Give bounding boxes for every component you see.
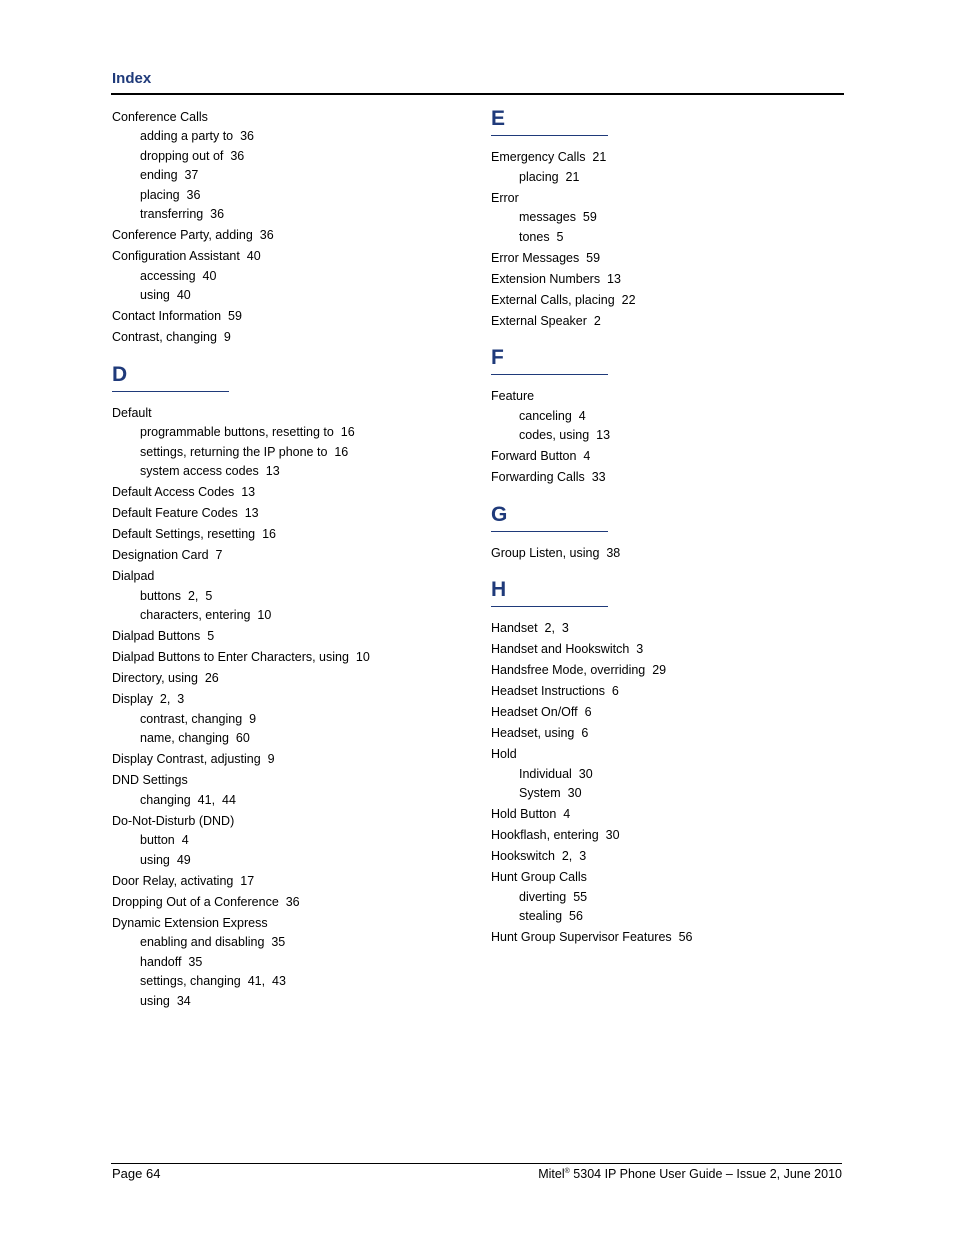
index-entry: Default Access Codes 13: [112, 485, 256, 499]
index-subentry: settings, changing 41, 43: [140, 974, 286, 988]
index-entry: Contact Information 59: [112, 309, 242, 323]
index-entry: Feature: [491, 389, 535, 403]
index-subentry: placing 36: [140, 187, 201, 202]
index-column-right: [491, 106, 851, 948]
index-entry: Error: [491, 190, 519, 205]
document-title-text: 5304 IP Phone User Guide – Issue 2, June 2010: [569, 1167, 842, 1181]
index-column-left: [112, 106, 472, 1011]
section-divider: [491, 606, 608, 607]
page-number: Page 64: [112, 1166, 161, 1181]
index-entry: Handsfree Mode, overriding 29: [491, 663, 667, 677]
section-divider: [491, 374, 608, 375]
index-subentry: placing 21: [519, 169, 580, 184]
index-entry: Error Messages 59: [491, 250, 601, 265]
index-subentry: System 30: [519, 786, 582, 800]
index-section: [491, 502, 851, 564]
section-divider: [491, 135, 608, 136]
index-subentry: name, changing 60: [140, 731, 250, 745]
index-entry: Display 2, 3: [112, 692, 185, 706]
index-subentry: system access codes 13: [140, 464, 280, 478]
index-entry: Hold: [491, 747, 517, 761]
index-subentry: messages 59: [519, 210, 597, 224]
section-divider: [491, 531, 608, 532]
section-letter: D: [112, 362, 128, 386]
index-entry: Conference Calls: [112, 109, 208, 124]
index-subentry: buttons 2, 5: [140, 588, 213, 603]
index-section: [112, 362, 472, 1012]
index-entry: Extension Numbers 13: [491, 271, 621, 286]
index-entry: Display Contrast, adjusting 9: [112, 752, 275, 766]
index-entry: Hookflash, entering 30: [491, 828, 620, 842]
index-subentry: programmable buttons, resetting to 16: [140, 425, 355, 439]
header-divider: [111, 93, 844, 95]
index-entry: Dialpad Buttons 5: [112, 629, 215, 643]
index-subentry: handoff 35: [140, 954, 203, 969]
index-subentry: settings, returning the IP phone to 16: [140, 444, 349, 459]
index-entry: External Speaker 2: [491, 313, 601, 328]
index-section: [491, 106, 851, 331]
section-divider: [112, 391, 229, 392]
index-entry: Configuration Assistant 40: [112, 249, 261, 263]
index-entry: Hunt Group Supervisor Features 56: [491, 930, 693, 944]
index-entry: Default Settings, resetting 16: [112, 527, 276, 541]
index-subentry: tones 5: [519, 229, 564, 244]
index-entry: Forwarding Calls 33: [491, 470, 606, 484]
index-entry: Designation Card 7: [112, 548, 223, 562]
section-letter: E: [491, 107, 506, 130]
index-entry: Hookswitch 2, 3: [491, 849, 587, 863]
index-subentry: codes, using 13: [519, 428, 611, 442]
index-subentry: canceling 4: [519, 408, 586, 423]
index-entry: Headset, using 6: [491, 726, 589, 740]
index-subentry: Individual 30: [519, 766, 593, 781]
index-section: [491, 577, 851, 948]
index-subentry: button 4: [140, 833, 189, 847]
index-entry: Default: [112, 405, 152, 420]
index-subentry: using 49: [140, 852, 191, 867]
index-entry: Dynamic Extension Express: [112, 915, 268, 930]
section-letter: H: [491, 578, 507, 601]
index-subentry: transferring 36: [140, 207, 225, 221]
index-entry: Default Feature Codes 13: [112, 506, 259, 520]
index-entry: Headset On/Off 6: [491, 705, 592, 719]
index-entry: Handset 2, 3: [491, 621, 569, 635]
index-subentry: using 34: [140, 993, 191, 1008]
index-entry: External Calls, placing 22: [491, 292, 636, 307]
index-entry: Contrast, changing 9: [112, 330, 231, 344]
index-entry: Directory, using 26: [112, 671, 219, 685]
index-heading: Index: [112, 70, 152, 87]
index-subentry: using 40: [140, 288, 191, 302]
section-letter: G: [491, 502, 508, 526]
index-subentry: changing 41, 44: [140, 792, 236, 807]
index-subentry: adding a party to 36: [140, 129, 254, 143]
index-subentry: ending 37: [140, 168, 199, 182]
index-subentry: contrast, changing 9: [140, 711, 257, 726]
index-entry: Hold Button 4: [491, 807, 571, 821]
index-entry: Headset Instructions 6: [491, 684, 619, 698]
index-subentry: dropping out of 36: [140, 148, 245, 163]
brand-name: Mitel: [538, 1167, 565, 1181]
index-subentry: characters, entering 10: [140, 608, 272, 622]
document-title: [538, 1167, 842, 1181]
index-entry: Dialpad Buttons to Enter Characters, using 10: [112, 650, 370, 664]
index-entry: Dropping Out of a Conference 36: [112, 894, 300, 909]
registered-mark: ®: [564, 1168, 570, 1175]
footer-divider: [111, 1163, 842, 1164]
index-entry: Dialpad: [112, 569, 155, 583]
index-entry: Door Relay, activating 17: [112, 873, 255, 888]
index-section: [112, 108, 472, 348]
index-entry: Handset and Hookswitch 3: [491, 642, 644, 656]
index-subentry: enabling and disabling 35: [140, 935, 286, 949]
index-entry: Forward Button 4: [491, 449, 591, 463]
index-section: [491, 345, 851, 488]
index-entry: Group Listen, using 38: [491, 545, 621, 560]
index-subentry: stealing 56: [519, 909, 583, 923]
index-entry: DND Settings: [112, 773, 188, 787]
index-subentry: accessing 40: [140, 268, 217, 283]
index-entry: Do-Not-Disturb (DND): [112, 813, 235, 828]
index-entry: Conference Party, adding 36: [112, 228, 274, 242]
index-entry: Emergency Calls 21: [491, 150, 607, 164]
section-letter: F: [491, 346, 504, 369]
index-entry: Hunt Group Calls: [491, 870, 587, 884]
index-subentry: diverting 55: [519, 889, 588, 904]
